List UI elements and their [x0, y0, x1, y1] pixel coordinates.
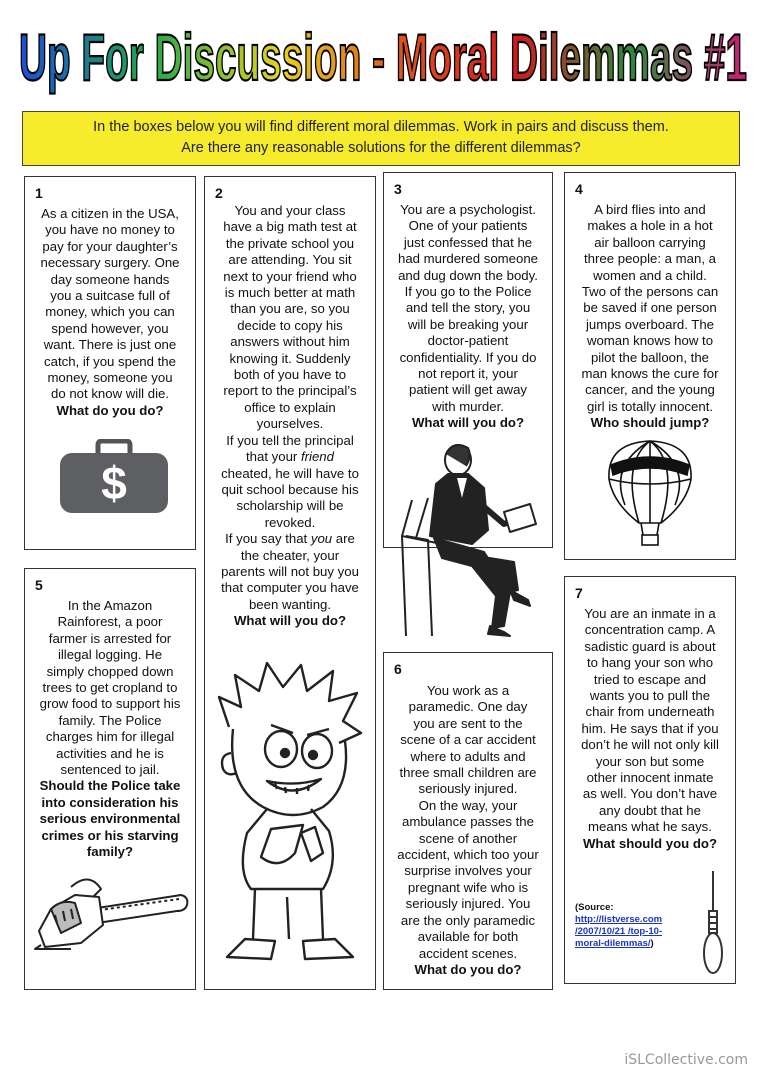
dilemma-number: 1: [35, 185, 43, 201]
source-link[interactable]: http://listverse.com: [575, 914, 663, 925]
dilemma-text: You and your class have a big math test at the private school you are attending. You sit next to your friend who is much better at math than you are, so you decide to copy his answers without him knowing it. Suddenly both of you have to report to the principal’s office to explain yourselves. If you tell the principal that your friend cheated, he will have to quit school because his scholarship will be revoked. If you say that you are the cheater, your parents will not buy you that computer you have been wanting. What will you do?: [211, 203, 369, 630]
dilemma-number: 2: [215, 185, 223, 201]
dilemma-question: What will you do?: [411, 415, 525, 431]
source-link[interactable]: moral-dilemmas/: [575, 938, 651, 949]
dilemma-text: You are a psychologist. One of your patients just confessed that he had murdered someone and dug down the body. If you go to the Police and tell the story, you will be breaking your doctor-patient confidentiality. If you do not report it, your patient will get away with murder. What will you do?: [390, 202, 546, 432]
dilemma-question: Who should jump?: [590, 415, 710, 431]
dilemma-box-2: [204, 176, 376, 990]
instructions-line-2: Are there any reasonable solutions for the different dilemmas?: [181, 140, 581, 156]
title-text: Up For Discussion - Moral Dilemmas #1: [19, 20, 748, 94]
source-link[interactable]: /2007/10/21 /top-10-: [575, 926, 663, 937]
noose-icon: [701, 871, 725, 975]
dilemma-text: As a citizen in the USA, you have no money to pay for your daughter’s necessary surgery. One day someone hands you a suitcase full of money, which you can spend however, you want. There is just one catch, if you spend the money, someone you do not know will die. What do you do?: [31, 206, 189, 419]
dilemma-number: 5: [35, 577, 43, 593]
dilemma-question: Should the Police take: [39, 778, 181, 794]
dilemma-question: What should you do?: [582, 835, 718, 851]
dilemma-number: 6: [394, 661, 402, 677]
cartoon-boy-icon: [211, 657, 371, 969]
dilemma-question: What will you do?: [233, 613, 347, 629]
dilemma-question: What do you do?: [56, 402, 164, 418]
chainsaw-icon: [31, 869, 191, 951]
psychologist-icon: [392, 440, 542, 638]
dilemma-box-7: [564, 576, 736, 984]
instructions-line-1: In the boxes below you will find different moral dilemmas. Work in pairs and discuss them.: [93, 119, 669, 135]
source-citation: (Source: http://listverse.com /2007/10/21 /top-10- moral-dilemmas/): [575, 902, 685, 950]
svg-text:$: $: [101, 457, 127, 509]
dilemma-text: You are an inmate in a concentration camp. A sadistic guard is about to hang your son who tried to escape and wants you to pull the chair from underneath him. He says that if you don’t he will not only kill your son but some other innocent inmate as well. You don’t have any doubt that he means what he says. What should you do?: [571, 606, 729, 852]
instructions-box: [22, 111, 740, 166]
dilemma-box-4: [564, 172, 736, 560]
dilemma-number: 3: [394, 181, 402, 197]
dilemma-question: What do you do?: [414, 961, 522, 977]
dilemma-box-5: [24, 568, 196, 990]
dilemma-number: 7: [575, 585, 583, 601]
dilemma-text: You work as a paramedic. One day you are sent to the scene of a car accident where to adults and three small children are seriously injured. On the way, your ambulance passes the scene of another accident, which too your surprise involves your pregnant wife who is seriously injured. You are the only paramedic available for both accident scenes. What do you do?: [390, 683, 546, 978]
page-title: [14, 18, 752, 100]
dilemma-box-1: [24, 176, 196, 550]
dilemma-number: 4: [575, 181, 583, 197]
money-bag-icon: [58, 439, 170, 515]
dilemma-text: In the Amazon Rainforest, a poor farmer is arrested for illegal logging. He simply chopped down trees to get cropland to grow food to support his family. The Police charges him for illegal activities and he is sentenced to jail. Should the Police take into consideration his serious environmental crimes or his starving family?: [31, 598, 189, 861]
site-watermark: iSLCollective.com: [624, 1052, 748, 1068]
dilemma-text: A bird flies into and makes a hole in a hot air balloon carrying three people: a man, a women and a child. Two of the persons can be saved if one person jumps overboard. The woman knows how to pilot the balloon, the man knows the cure for cancer, and the young girl is totally innocent. Who should jump?: [571, 202, 729, 432]
dilemma-box-6: [383, 652, 553, 990]
hot-air-balloon-icon: [605, 439, 695, 547]
